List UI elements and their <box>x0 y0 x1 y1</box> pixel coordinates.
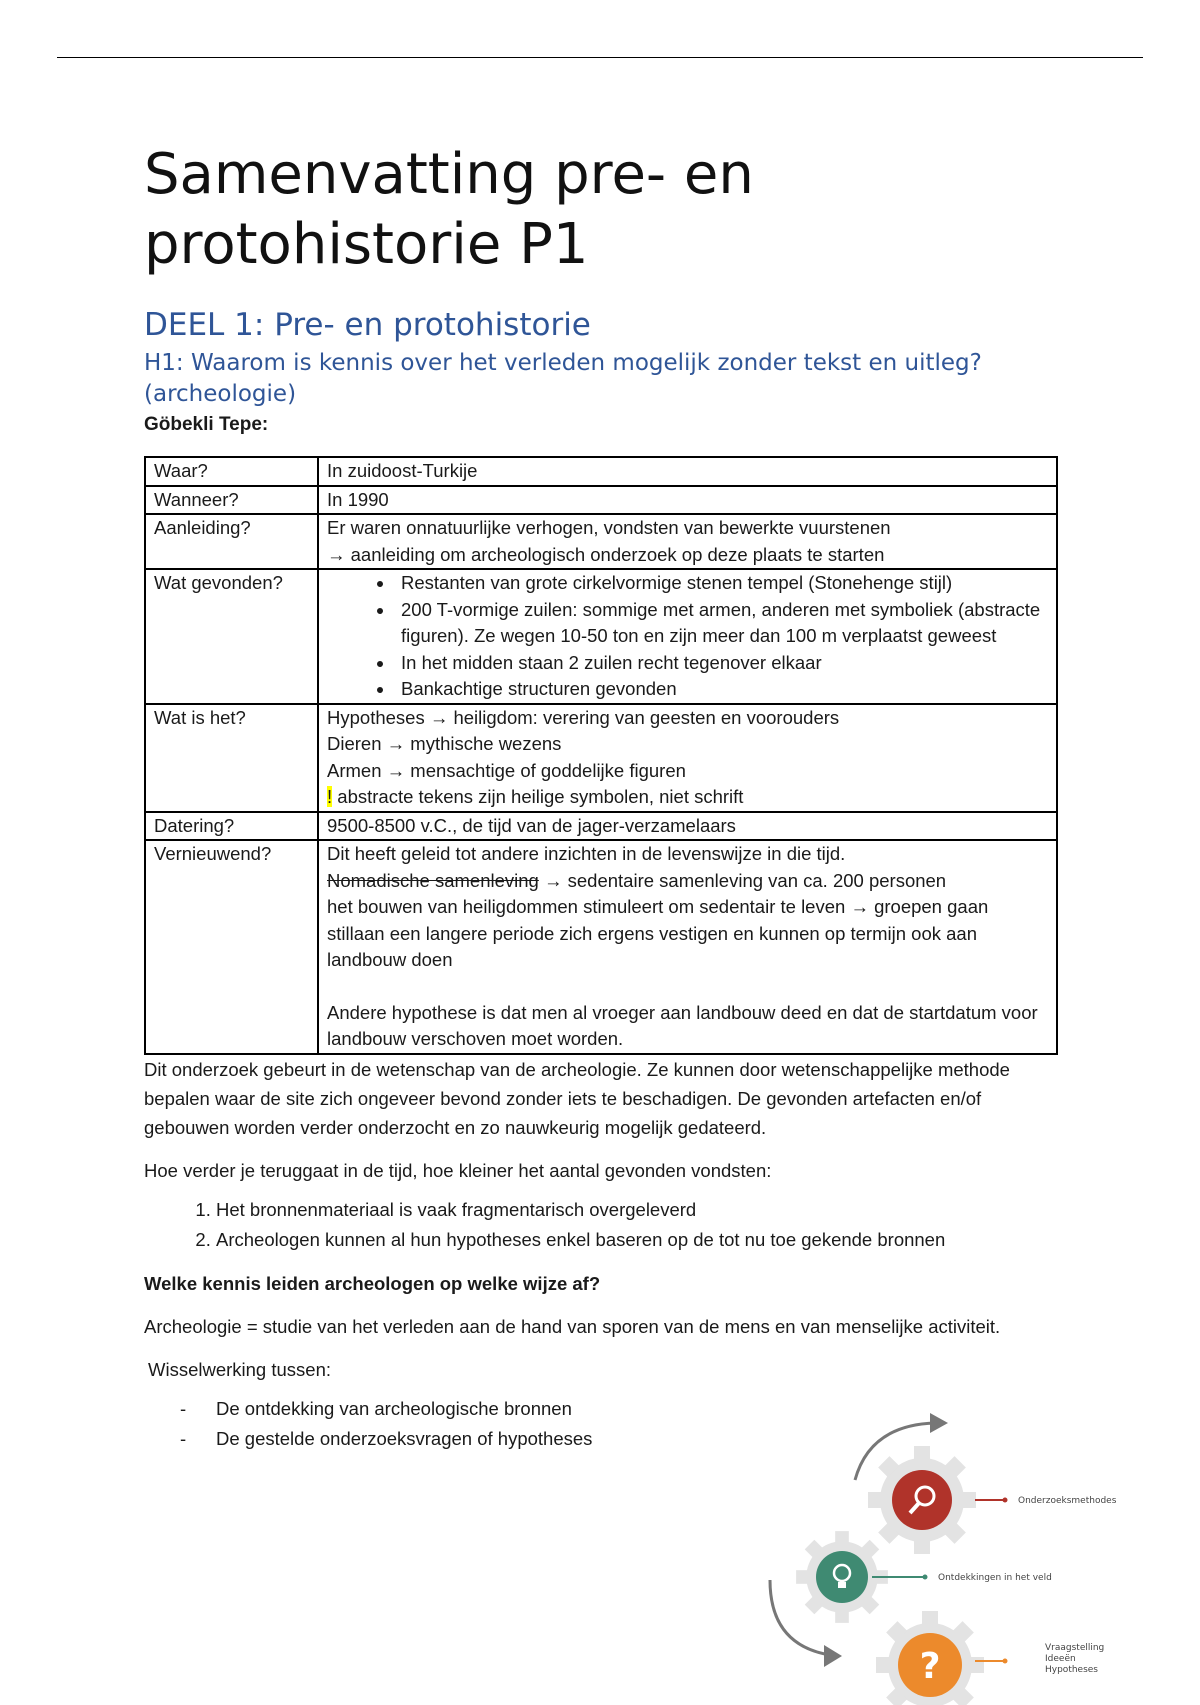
svg-text:Hypotheses: Hypotheses <box>1045 1665 1098 1675</box>
gear-question <box>876 1611 984 1705</box>
svg-text:Ideeën: Ideeën <box>1045 1654 1076 1664</box>
row-value: In zuidoost-Turkije <box>318 457 1057 486</box>
label-ontdekkingen: Ontdekkingen in het veld <box>938 1573 1052 1583</box>
list-item: 1. Het bronnenmateriaal is vaak fragmentarisch overgeleverd <box>216 1195 1064 1225</box>
list-item: • Bankachtige structuren gevonden <box>395 676 1048 703</box>
list-item: 2. Archeologen kunnen al hun hypotheses enkel baseren op de tot nu toe gekende bronnen <box>216 1225 1064 1255</box>
label-onderzoeksmethodes: Onderzoeksmethodes <box>1018 1496 1117 1506</box>
arrow-icon: → <box>386 733 406 754</box>
document-title: Samenvatting pre- en protohistorie P1 <box>144 142 754 277</box>
row-value: In 1990 <box>318 486 1057 515</box>
numbered-list <box>144 1195 1064 1255</box>
row-key: Waar? <box>145 457 318 486</box>
bullet-list <box>327 570 1048 703</box>
svg-text:?: ? <box>919 1646 941 1687</box>
exclamation-highlight: ! <box>327 786 333 807</box>
paragraph: Hoe verder je teruggaat in de tijd, hoe kleiner het aantal gevonden vondsten: <box>144 1159 772 1181</box>
gear-research <box>868 1446 976 1554</box>
top-rule <box>57 57 1143 58</box>
definition: Archeologie = studie van het verleden aan de hand van sporen van de mens en van menselijke activiteit. <box>144 1315 1001 1337</box>
row-value <box>318 569 1057 704</box>
row-key: Datering? <box>145 812 318 841</box>
list-item: - De ontdekking van archeologische bronnen <box>144 1394 1064 1424</box>
list-item: - De gestelde onderzoeksvragen of hypotheses <box>144 1424 1064 1454</box>
arrowhead-icon <box>824 1645 842 1667</box>
table-row <box>145 840 1057 1054</box>
arrow-icon: → <box>429 706 449 728</box>
wisselwerking-label: Wisselwerking tussen: <box>148 1358 332 1380</box>
question-heading: Welke kennis leiden archeologen op welke wijze af? <box>144 1272 601 1294</box>
row-value: Hypotheses → heiligdom: verering van geesten en voorouders Dieren → mythische wezens Armen → mensachtige of goddelijke figuren ! abstracte tekens zijn heilige symbolen, niet schrift <box>318 704 1057 812</box>
arrow-icon: → <box>327 543 346 565</box>
struck-text: Nomadische samenleving <box>327 869 539 891</box>
paragraph: Dit onderzoek gebeurt in de wetenschap van de archeologie. Ze kunnen door wetenschappelijke methode bepalen waar de site zich ongeveer bevond zonder iets te beschadigen. De gevonden artefacten en/of gebouwen worden verder onderzocht en zo nauwkeurig mogelijk gedateerd. <box>144 1058 1010 1138</box>
list-item: • 200 T-vormige zuilen: sommige met armen, anderen met symboliek (abstracte figuren). Ze wegen 10-50 ton en zijn meer dan 100 m verplaatst geweest <box>395 597 1048 650</box>
research-cycle-diagram <box>760 1405 1120 1705</box>
magnifier-icon <box>892 1470 952 1530</box>
row-value: 9500-8500 v.C., de tijd van de jager-verzamelaars <box>318 812 1057 841</box>
row-key: Vernieuwend? <box>145 840 318 1054</box>
row-value: Er waren onnatuurlijke verhogen, vondsten van bewerkte vuurstenen → aanleiding om archeologisch onderzoek op deze plaats te starten <box>318 514 1057 569</box>
svg-text:Vraagstelling: Vraagstelling <box>1045 1643 1105 1653</box>
arrow-icon: → <box>386 759 406 781</box>
lightbulb-icon <box>816 1551 868 1603</box>
arrowhead-icon <box>930 1413 948 1433</box>
facts-table <box>144 456 1058 1055</box>
arrow-icon: → <box>543 869 563 891</box>
list-item: • In het midden staan 2 zuilen recht tegenover elkaar <box>395 650 1048 677</box>
row-key: Wat gevonden? <box>145 569 318 704</box>
chapter-heading: H1: Waarom is kennis over het verleden mogelijk zonder tekst en uitleg? (archeologie) <box>144 350 982 407</box>
row-key: Wat is het? <box>145 704 318 812</box>
arrow-icon: → <box>850 896 869 917</box>
table-row <box>145 514 1057 569</box>
table-row <box>145 812 1057 841</box>
deel-heading: DEEL 1: Pre- en protohistorie <box>144 307 591 343</box>
list-item: • Restanten van grote cirkelvormige stenen tempel (Stonehenge stijl) <box>395 570 1048 597</box>
table-row <box>145 704 1057 812</box>
row-value: Dit heeft geleid tot andere inzichten in de levenswijze in die tijd. Nomadische samenleving → sedentaire samenleving van ca. 200 personen het bouwen van heiligdommen stimuleert om sedentair te leven → groepen gaan stillaan een langere periode zich ergens vestigen en kunnen op termijn ook aan landbouw doen Andere hypothese is dat men al vroeger aan landbouw deed en dat de startdatum voor landbouw verschoven moet worden. <box>318 840 1057 1054</box>
document-body <box>144 140 1064 1454</box>
row-key: Wanneer? <box>145 486 318 515</box>
site-label: Göbekli Tepe: <box>144 414 269 435</box>
row-key: Aanleiding? <box>145 514 318 569</box>
table-row <box>145 457 1057 486</box>
table-row <box>145 486 1057 515</box>
table-row <box>145 569 1057 704</box>
